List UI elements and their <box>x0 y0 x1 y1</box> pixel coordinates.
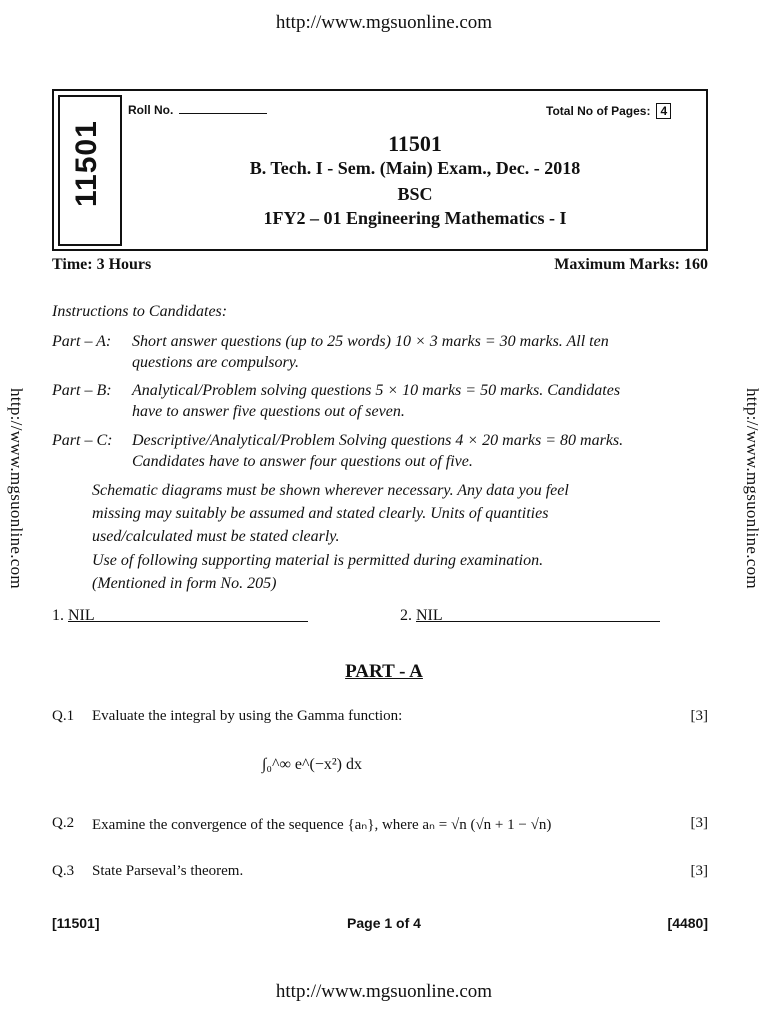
paper-code: 11501 <box>388 131 442 156</box>
roll-number-label: Roll No. <box>128 103 174 117</box>
footer-page-number: Page 1 of 4 <box>347 915 421 931</box>
maximum-marks: Maximum Marks: 160 <box>554 256 708 273</box>
footer-serial: [4480] <box>667 915 708 931</box>
note2-line2: (Mentioned in form No. 205) <box>92 575 277 592</box>
material-2-value-line <box>416 607 660 622</box>
material-1-number: 1. <box>52 607 64 624</box>
part-a-line2: questions are compulsory. <box>132 354 299 371</box>
question-3-text: State Parseval’s theorem. <box>92 863 244 879</box>
question-1-equation: ∫₀^∞ e^(−x²) dx <box>262 756 362 773</box>
watermark-url-bottom: http://www.mgsuonline.com <box>275 981 493 1002</box>
part-b-line1: Analytical/Problem solving questions 5 × 10 marks = 50 marks. Candidates <box>132 382 621 399</box>
note1-line1: Schematic diagrams must be shown wherever necessary. Any data you feel <box>92 482 569 499</box>
paper-code-box <box>58 95 122 246</box>
exam-title: B. Tech. I - Sem. (Main) Exam., Dec. - 2018 <box>249 158 581 178</box>
note1-line2: missing may suitably be assumed and stated clearly. Units of quantities <box>92 505 549 522</box>
total-pages <box>546 103 671 119</box>
part-c-line1: Descriptive/Analytical/Problem Solving questions 4 × 20 marks = 80 marks. <box>132 432 624 449</box>
question-2-marks: [3] <box>690 815 708 831</box>
part-a-line1: Short answer questions (up to 25 words) 10 × 3 marks = 30 marks. All ten <box>132 333 609 350</box>
material-1 <box>52 607 308 625</box>
question-2-number: Q.2 <box>52 815 75 831</box>
material-2-value: NIL <box>416 607 443 624</box>
roll-number-blank <box>179 103 267 114</box>
question-1-number: Q.1 <box>52 708 75 724</box>
instructions-heading: Instructions to Candidates: <box>52 303 228 320</box>
roll-number-field <box>128 103 267 117</box>
note1-line3: used/calculated must be stated clearly. <box>92 528 340 545</box>
question-3-number: Q.3 <box>52 863 75 879</box>
branch: BSC <box>397 184 433 204</box>
question-1-marks: [3] <box>690 708 708 724</box>
part-b-line2: have to answer five questions out of seven. <box>132 403 405 420</box>
question-3-marks: [3] <box>690 863 708 879</box>
watermark-url-right: http://www.mgsuonline.com <box>743 388 762 589</box>
paper-code-vertical: 11501 <box>70 120 103 207</box>
watermark-url-left: http://www.mgsuonline.com <box>7 388 26 589</box>
total-pages-value: 4 <box>656 103 671 119</box>
part-b-label: Part – B: <box>52 382 112 399</box>
part-a-label: Part – A: <box>52 333 112 350</box>
material-1-value: NIL <box>68 607 95 624</box>
exam-time: Time: 3 Hours <box>52 256 152 273</box>
material-2-number: 2. <box>400 607 412 624</box>
subject-title: 1FY2 – 01 Engineering Mathematics - I <box>263 208 567 228</box>
watermark-url-top: http://www.mgsuonline.com <box>275 12 493 33</box>
material-2 <box>400 607 660 625</box>
total-pages-label: Total No of Pages: <box>546 104 651 118</box>
question-2-text: Examine the convergence of the sequence {aₙ}, where aₙ = √n (√n + 1 − √n) <box>92 817 552 833</box>
part-c-line2: Candidates have to answer four questions out of five. <box>132 453 473 470</box>
footer-paper-code: [11501] <box>52 915 100 931</box>
material-1-value-line <box>68 607 308 622</box>
part-c-label: Part – C: <box>52 432 113 449</box>
note2-line1: Use of following supporting material is permitted during examination. <box>92 552 544 569</box>
question-1-text: Evaluate the integral by using the Gamma function: <box>92 708 403 724</box>
part-a-heading: PART - A <box>345 661 423 682</box>
